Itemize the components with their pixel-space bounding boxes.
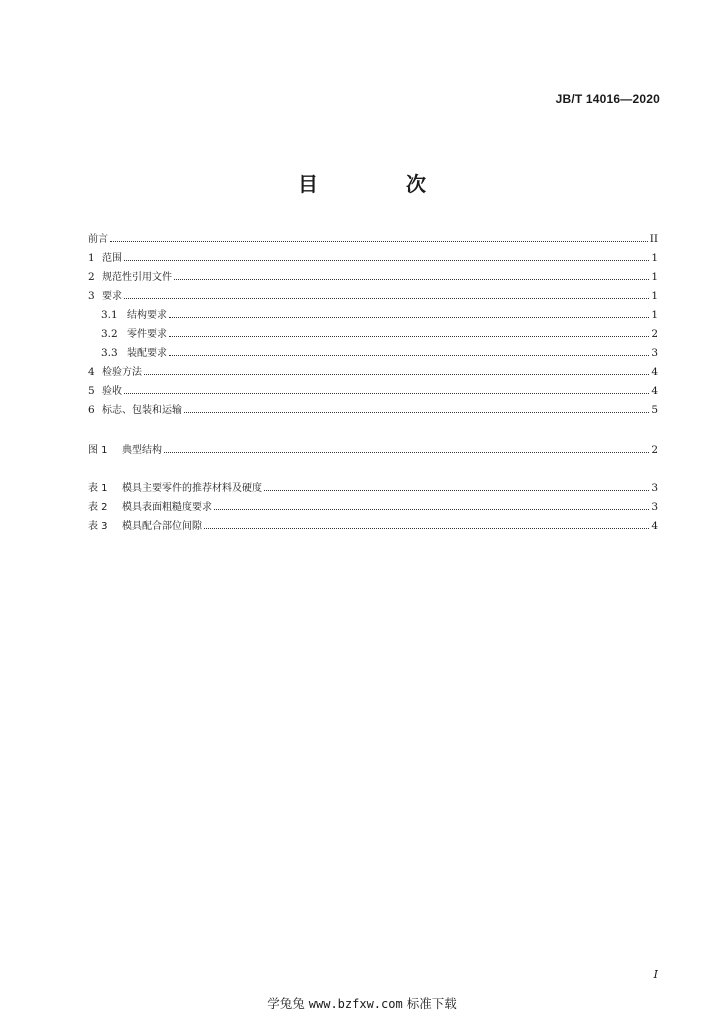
toc-entry-part-requirements[interactable] [101, 325, 658, 343]
toc-page-number: 5 [651, 404, 658, 416]
toc-section-number: 3 [88, 290, 95, 302]
toc-entry-table-3[interactable] [88, 517, 658, 535]
toc-entry-marking-packaging-transport[interactable] [88, 401, 658, 419]
toc-entry-requirements[interactable] [88, 287, 658, 305]
toc-leader-dots [124, 297, 649, 299]
toc-page-number: 1 [651, 252, 658, 264]
watermark-prefix: 学兔兔 [267, 996, 305, 1011]
toc-entry-table-2[interactable] [88, 498, 658, 516]
watermark-suffix: 标准下载 [406, 996, 457, 1011]
toc-label: 范围 [102, 253, 122, 264]
toc-page-number: 2 [651, 328, 658, 340]
toc-label: 模具配合部位间隙 [122, 521, 202, 532]
toc-page-number: 3 [651, 501, 658, 513]
toc-entry-inspection-methods[interactable] [88, 363, 658, 381]
toc-leader-dots [169, 354, 649, 356]
toc-entry-figure-1[interactable] [88, 441, 658, 459]
toc-section-number: 5 [88, 385, 95, 397]
toc-entry-foreword[interactable] [88, 230, 658, 248]
toc-label: 规范性引用文件 [102, 272, 172, 283]
watermark [0, 994, 724, 1012]
toc-entry-scope[interactable] [88, 249, 658, 267]
toc-leader-dots [164, 451, 649, 453]
standard-code: JB/T 14016—2020 [555, 92, 660, 106]
toc-leader-dots [124, 392, 649, 394]
toc-section-number: 1 [88, 252, 95, 264]
toc-section-number: 6 [88, 404, 95, 416]
toc-label: 要求 [102, 291, 122, 302]
toc-label: 检验方法 [102, 367, 142, 378]
toc-page-number: II [649, 233, 658, 245]
toc-label: 结构要求 [127, 310, 167, 321]
toc-leader-dots [264, 489, 649, 491]
toc-entry-assembly-requirements[interactable] [101, 344, 658, 362]
toc-page-number: 4 [651, 385, 658, 397]
page-title: 目 次 [298, 172, 460, 196]
toc-entry-structure-requirements[interactable] [101, 306, 658, 324]
toc-label: 验收 [102, 386, 122, 397]
toc-page-number: 1 [651, 290, 658, 302]
toc-entry-table-1[interactable] [88, 479, 658, 497]
toc-table-number: 表 3 [88, 521, 108, 532]
toc-leader-dots [204, 527, 649, 529]
toc-entry-normative-references[interactable] [88, 268, 658, 286]
toc-leader-dots [124, 259, 649, 261]
toc-section-number: 3.2 [101, 328, 118, 340]
toc-page-number: 4 [651, 366, 658, 378]
toc-leader-dots [169, 335, 649, 337]
toc-page-number: 1 [651, 271, 658, 283]
toc-label: 典型结构 [122, 445, 162, 456]
toc-label: 零件要求 [127, 329, 167, 340]
toc-leader-dots [110, 240, 648, 242]
toc-leader-dots [169, 316, 649, 318]
toc-leader-dots [144, 373, 649, 375]
toc-leader-dots [214, 508, 649, 510]
toc-table-number: 表 2 [88, 502, 108, 513]
toc-entry-acceptance[interactable] [88, 382, 658, 400]
toc-label: 标志、包装和运输 [102, 405, 182, 416]
toc-label: 模具表面粗糙度要求 [122, 502, 212, 513]
toc-section-number: 4 [88, 366, 95, 378]
toc-figure-number: 图 1 [88, 445, 108, 456]
watermark-url[interactable]: www.bzfxw.com [308, 997, 403, 1011]
toc-section-number: 3.3 [101, 347, 118, 359]
toc-page-number: 1 [651, 309, 658, 321]
toc-page-number: 3 [651, 347, 658, 359]
toc-label: 前言 [88, 234, 108, 245]
toc-leader-dots [184, 411, 649, 413]
toc-page-number: 4 [651, 520, 658, 532]
toc-section-number: 2 [88, 271, 95, 283]
toc-page-number: 2 [651, 444, 658, 456]
toc-table-number: 表 1 [88, 483, 108, 494]
toc-section-number: 3.1 [101, 309, 118, 321]
toc-page-number: 3 [651, 482, 658, 494]
toc-label: 装配要求 [127, 348, 167, 359]
footer-page-number: I [653, 968, 658, 981]
toc-leader-dots [174, 278, 649, 280]
toc-label: 模具主要零件的推荐材料及硬度 [122, 483, 262, 494]
